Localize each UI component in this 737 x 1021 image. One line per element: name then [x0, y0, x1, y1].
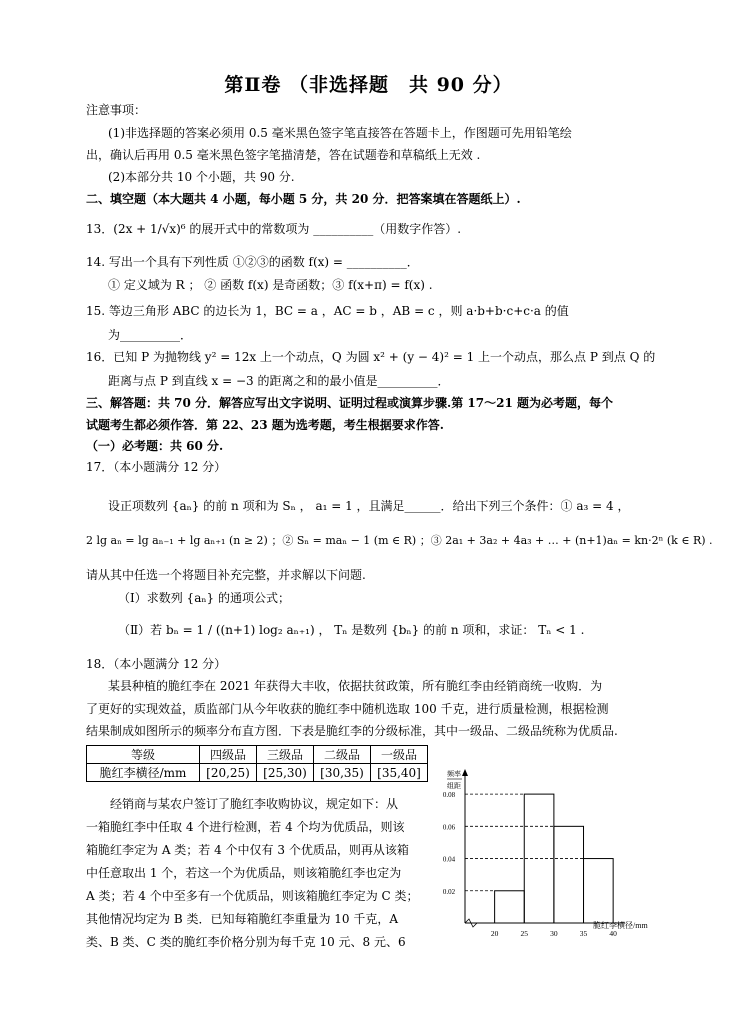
question-14-properties: ① 定义域为 R ； ② 函数 f(x) 是奇函数；③ f(x+π) = f(x) .: [108, 278, 433, 292]
table-cell: [25,30): [257, 764, 314, 782]
question-15-cont: 为__________．: [108, 328, 193, 342]
question-13: 13．(2x + 1/√x)⁶ 的展开式中的常数项为 __________（用数字作答）.: [86, 222, 462, 236]
x-tick-label: 20: [490, 929, 499, 938]
question-17-part-1: （Ⅰ）求数列 {aₙ} 的通项公式；: [118, 591, 290, 605]
question-18-body-6: 其他情况均定为 B 类．已知每箱脆红李重量为 10 千克，A: [86, 912, 399, 926]
question-18-para-3: 结果制成如图所示的频率分布直方图．下表是脆红李的分级标准，其中一级品、二级品统称为优质品.: [86, 724, 618, 738]
histogram-bar: [554, 826, 584, 923]
question-18-body-1: 经销商与某农户签订了脆红李收购协议，规定如下：从: [86, 797, 399, 811]
histogram-bar: [495, 891, 525, 923]
x-axis-label: 脆红李横径/mm: [593, 921, 648, 930]
section-2-heading: 二、填空题（本大题共 4 小题，每小题 5 分，共 20 分．把答案填在答题纸上）.: [86, 192, 521, 206]
y-label-bottom: 组距: [447, 782, 461, 790]
section-3-heading: 三、解答题：共 70 分．解答应写出文字说明、证明过程或演算步骤.第 17～21 题为必考题，每个: [86, 396, 613, 410]
x-tick-label: 25: [520, 929, 529, 938]
question-18-para-1: 某县种植的脆红李在 2021 年获得大丰收，依据扶贫政策，所有脆红李由经销商统一收购．为: [108, 679, 603, 693]
question-17-heading: 17．（本小题满分 12 分）: [86, 460, 227, 474]
table-cell: 等级: [87, 746, 200, 764]
x-tick-label: 40: [609, 929, 617, 938]
question-18-body-5: A 类；若 4 个中至多有一个优质品，则该箱脆红李定为 C 类；: [86, 889, 419, 903]
y-tick-label: 0.08: [442, 791, 456, 800]
question-16-cont: 距离与点 P 到直线 x = −3 的距离之和的最小值是__________．: [108, 374, 450, 388]
question-18-body-4: 中任意取出 1 个，若这一个为优质品，则该箱脆红李也定为: [86, 866, 402, 880]
note-1b: 出，确认后再用 0.5 毫米黑色签字笔描清楚，答在试题卷和草稿纸上无效 .: [86, 148, 481, 162]
question-18-heading: 18．（本小题满分 12 分）: [86, 657, 227, 671]
section-3-heading-cont: 试题考生都必须作答．第 22、23 题为选考题，考生根据要求作答.: [86, 418, 444, 432]
table-cell: 三级品: [257, 746, 314, 764]
question-14: 14. 写出一个具有下列性质 ①②③的函数 f(x) = __________．: [86, 255, 419, 269]
table-cell: 一级品: [371, 746, 428, 764]
frequency-histogram: [442, 768, 695, 938]
grading-table: [86, 745, 428, 782]
table-cell: 脆红李横径/mm: [87, 764, 200, 782]
table-cell: [35,40]: [371, 764, 428, 782]
y-tick-label: 0.06: [442, 823, 456, 832]
histogram-bar: [524, 794, 554, 923]
section-title: 第Ⅱ卷 （非选择题 共 90 分）: [224, 74, 513, 96]
notes-heading: 注意事项：: [86, 103, 147, 117]
question-18-para-2: 了更好的实现效益，质监部门从今年收获的脆红李中随机选取 100 千克，进行质量检测，根据检测: [86, 702, 609, 716]
table-cell: [20,25): [200, 764, 257, 782]
x-tick-label: 35: [579, 929, 588, 938]
y-axis-arrow: [462, 769, 468, 776]
table-cell: [30,35): [314, 764, 371, 782]
question-16: 16．已知 P 为抛物线 y² = 12x 上一个动点，Q 为圆 x² + (y − 4)² = 1 上一个动点，那么点 P 到点 Q 的: [86, 350, 656, 364]
table-cell: 二级品: [314, 746, 371, 764]
y-tick-label: 0.04: [442, 855, 456, 864]
note-2: (2)本部分共 10 个小题，共 90 分.: [108, 170, 295, 184]
question-18-body-7: 类、B 类、C 类的脆红李价格分别为每千克 10 元、8 元、6: [86, 935, 406, 949]
question-18-body-2: 一箱脆红李中任取 4 个进行检测，若 4 个均为优质品，则该: [86, 820, 405, 834]
question-17-part-2: （Ⅱ）若 bₙ = 1 / ((n+1) log₂ aₙ₊₁) ， Tₙ 是数列 {bₙ} 的前 n 项和，求证： Tₙ < 1 .: [118, 623, 585, 637]
table-cell: 四级品: [200, 746, 257, 764]
part-1-heading: （一）必考题：共 60 分.: [86, 439, 224, 453]
y-label-top: 频率: [447, 770, 461, 778]
question-17-conditions: 2 lg aₙ = lg aₙ₋₁ + lg aₙ₊₁ (n ≥ 2) ；② Sₙ = maₙ − 1 (m ∈ R) ；③ 2a₁ + 3a₂ + 4a₃ + … + (n+1)aₙ = kn·2ⁿ (k ∈ R) .: [86, 534, 713, 547]
table-row: [87, 764, 428, 782]
question-18-body-3: 箱脆红李定为 A 类；若 4 个中仅有 3 个优质品，则再从该箱: [86, 843, 409, 857]
x-tick-label: 30: [550, 929, 558, 938]
histogram-bar: [584, 859, 614, 923]
question-17-text: 设正项数列 {aₙ} 的前 n 项和为 Sₙ ， a₁ = 1 ，且满足______．给出下列三个条件：① a₃ = 4 ，: [108, 499, 630, 513]
table-row: [87, 746, 428, 764]
y-tick-label: 0.02: [442, 887, 456, 896]
question-15: 15. 等边三角形 ABC 的边长为 1，BC = a ，AC = b ，AB = c ，则 a·b+b·c+c·a 的值: [86, 304, 569, 318]
note-1a: (1)非选择题的答案必须用 0.5 毫米黑色签字笔直接答在答题卡上，作图题可先用铅笔绘: [108, 126, 572, 140]
question-17-instruction: 请从其中任选一个将题目补充完整，并求解以下问题.: [86, 568, 366, 582]
